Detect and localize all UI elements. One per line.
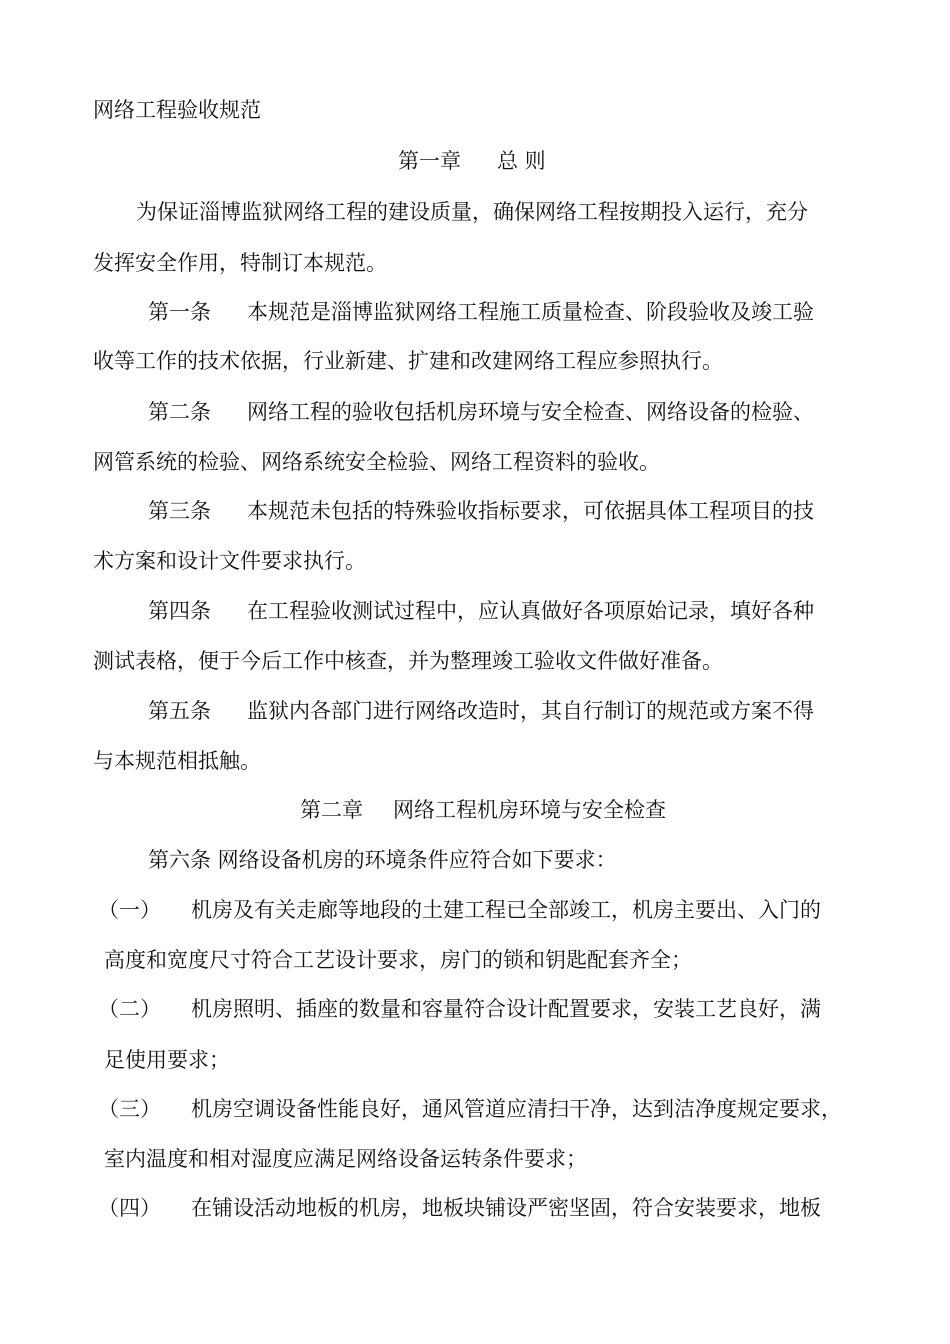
chapter-1-name: 总 则	[497, 149, 546, 173]
article-text: 网络工程的验收包括机房环境与安全检查、网络设备的检验、	[247, 400, 814, 424]
item-4-line-1	[98, 1194, 821, 1222]
chapter-1-heading	[398, 147, 546, 175]
item-text: 机房及有关走廊等地段的土建工程已全部竣工，机房主要出、入门的	[191, 898, 821, 922]
item-3-line-2: 室内温度和相对湿度应满足网络设备运转条件要求；	[104, 1147, 587, 1171]
chapter-2-heading	[300, 796, 666, 824]
article-5-line-2: 与本规范相抵触。	[93, 749, 261, 773]
article-label: 第三条	[148, 499, 211, 523]
article-4-line-2: 测试表格，便于今后工作中核查，并为整理竣工验收文件做好准备。	[93, 649, 723, 673]
item-number: （二）	[98, 997, 161, 1021]
item-1-line-2: 高度和宽度尺寸符合工艺设计要求，房门的锁和钥匙配套齐全；	[104, 948, 692, 972]
item-number: （四）	[98, 1196, 161, 1220]
article-text: 在工程验收测试过程中，应认真做好各项原始记录，填好各种	[247, 599, 814, 623]
item-1-line-1	[98, 896, 821, 924]
article-2-line-2: 网管系统的检验、网络系统安全检验、网络工程资料的验收。	[93, 450, 660, 474]
item-2-line-2: 足使用要求；	[104, 1048, 230, 1072]
article-label: 第四条	[148, 599, 211, 623]
article-label: 第五条	[148, 699, 211, 723]
article-text: 监狱内各部门进行网络改造时，其自行制订的规范或方案不得	[247, 699, 814, 723]
item-text: 机房照明、插座的数量和容量符合设计配置要求，安装工艺良好，满	[191, 997, 821, 1021]
item-number: （三）	[98, 1097, 161, 1121]
article-2-line-1	[148, 398, 814, 426]
item-text: 在铺设活动地板的机房，地板块铺设严密坚固，符合安装要求，地板	[191, 1196, 821, 1220]
item-text: 机房空调设备性能良好，通风管道应清扫干净，达到洁净度规定要求，	[191, 1097, 842, 1121]
item-2-line-1	[98, 995, 821, 1023]
intro-line-1: 为保证淄博监狱网络工程的建设质量，确保网络工程按期投入运行，充分	[136, 200, 808, 224]
article-1-line-2: 收等工作的技术依据，行业新建、扩建和改建网络工程应参照执行。	[93, 349, 723, 373]
item-number: （一）	[98, 898, 161, 922]
intro-line-2: 发挥安全作用，特制订本规范。	[93, 251, 387, 275]
article-label: 第二条	[148, 400, 211, 424]
article-6: 第六条 网络设备机房的环境条件应符合如下要求：	[148, 848, 617, 872]
article-label: 第一条	[148, 300, 211, 324]
document-title: 网络工程验收规范	[93, 98, 261, 122]
article-3-line-1	[148, 497, 814, 525]
chapter-1-label: 第一章	[398, 149, 461, 173]
article-4-line-1	[148, 597, 814, 625]
article-5-line-1	[148, 697, 814, 725]
chapter-2-label: 第二章	[300, 798, 363, 822]
article-text: 本规范是淄博监狱网络工程施工质量检查、阶段验收及竣工验	[247, 300, 814, 324]
article-1-line-1	[148, 298, 814, 326]
article-text: 本规范未包括的特殊验收指标要求，可依据具体工程项目的技	[247, 499, 814, 523]
item-3-line-1	[98, 1095, 842, 1123]
article-3-line-2: 术方案和设计文件要求执行。	[93, 549, 366, 573]
chapter-2-name: 网络工程机房环境与安全检查	[393, 798, 666, 822]
